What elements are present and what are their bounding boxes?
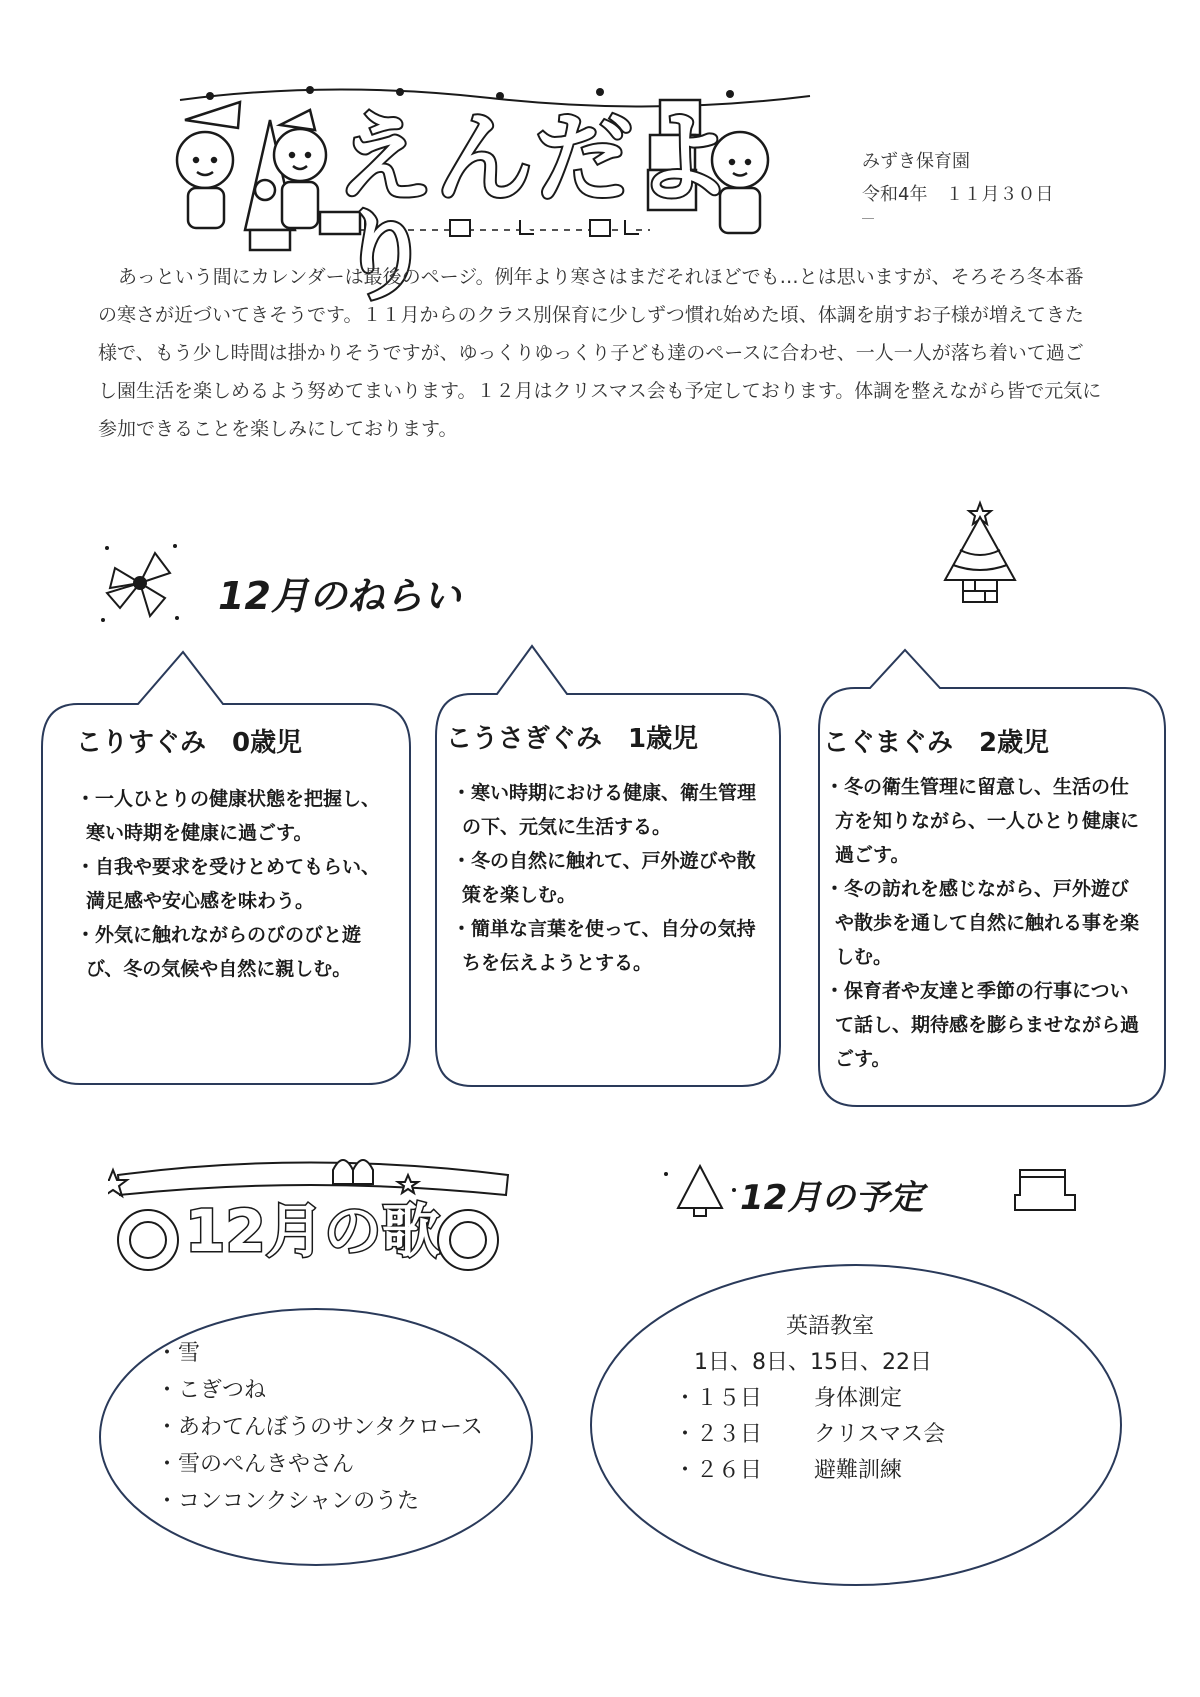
child-santa-icon [177,102,240,228]
school-name: みずき保育園 [862,151,970,172]
school-info [862,145,1053,211]
newsletter-title: えんだより [335,102,736,314]
english-class-label: 英語教室 [786,1314,875,1339]
aim-item: ・寒い時期における健康、衛生管理の下、元気に生活する。 [452,782,757,838]
event-name: 避難訓練 [814,1458,903,1483]
aim-item: ・自我や要求を受けとめてもらい、満足感や安心感を味わう。 [76,856,381,912]
event-day: ・２６日 [674,1458,763,1483]
songs-title: 12月の歌 [185,1197,440,1265]
aim-item: ・冬の衛生管理に留意し、生活の仕方を知りながら、一人ひとり健康に過ごす。 [825,776,1140,866]
aim-item: ・冬の訪れを感じながら、戸外遊びや散歩を通して自然に触れる事を楽しむ。 [825,878,1140,968]
aim-item: ・一人ひとりの健康状態を把握し、寒い時期を健康に過ごす。 [76,788,381,844]
class-name: こりすぐみ 0歳児 [76,728,303,758]
class-name: こうさぎぐみ 1歳児 [446,724,699,754]
event-name: 身体測定 [814,1386,903,1411]
schedule-box [586,1260,1126,1590]
divider [862,218,874,219]
aim-item: ・外気に触れながらのびのびと遊び、冬の気候や自然に親しむ。 [76,924,362,980]
aim-item: ・保育者や友達と季節の行事について話し、期待感を膨らませながら過ごす。 [825,980,1140,1070]
small-tree-icon [660,1160,740,1220]
class-aims-bubble [432,646,784,1090]
christmas-tree-icon [925,495,1035,610]
poinsettia-icon [95,538,185,628]
songs-list-box [96,1305,536,1570]
boot-icon [1010,1165,1080,1215]
issue-date: 令和4年 １１月３０日 [862,184,1054,205]
header-banner [170,80,820,314]
song-item: ・こぎつね [156,1378,267,1403]
intro-paragraph: あっという間にカレンダーは最後のページ。例年より寒さはまだそれほどでも…とは思いますが、そろそろ冬本番の寒さが近づいてきそうです。１１月からのクラス別保育に少しずつ慣れ始めた頃、体調を崩すお子様が増えてきた様で、もう少し時間は掛かりそうですが、ゆっくりゆっくり子ども達のペースに合わせ、一人一人が落ち着いて過ごし園生活を楽しめるよう努めてまいります。１２月はクリスマス会も予定しております。体調を整えながら皆で元気に参加できることを楽しみにしております。 [98,266,1102,440]
song-item: ・コンコンクシャンのうた [156,1489,420,1514]
schedule-title: 12月の予定 [740,1178,924,1218]
song-item: ・雪のぺんきやさん [156,1452,355,1477]
english-class-dates: 1日、8日、15日、22日 [694,1350,932,1375]
song-item: ・雪 [156,1341,201,1366]
aim-item: ・簡単な言葉を使って、自分の気持ちを伝えようとする。 [452,918,756,974]
class-name: こぐまぐみ 2歳児 [823,728,1050,758]
class-aims-bubble [815,650,1170,1110]
aim-item: ・冬の自然に触れて、戸外遊びや散策を楽しむ。 [452,850,756,906]
aims-title: 12月のねらい [218,574,461,618]
event-day: ・１５日 [674,1386,763,1411]
event-name: クリスマス会 [814,1422,946,1447]
class-aims-bubble [38,652,414,1088]
song-item: ・あわてんぼうのサンタクロース [156,1415,483,1440]
event-day: ・２３日 [674,1422,763,1447]
